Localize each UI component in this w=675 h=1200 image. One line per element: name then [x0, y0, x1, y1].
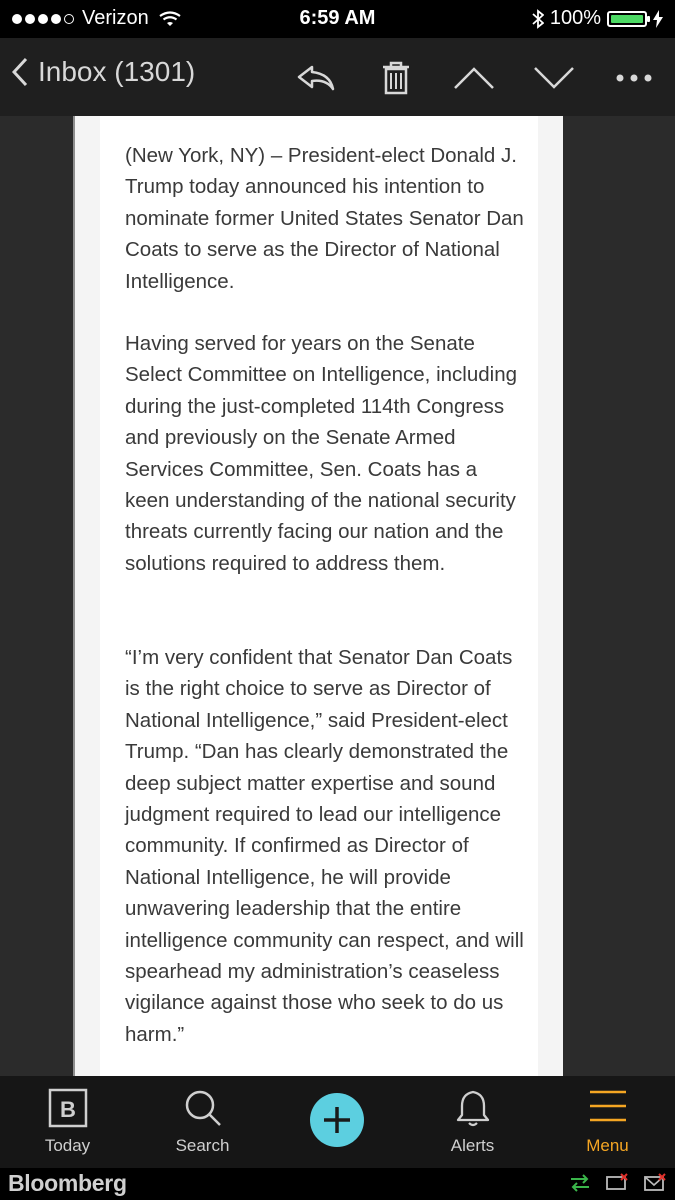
tab-label: Today: [44, 1136, 91, 1155]
more-icon: [616, 74, 652, 82]
tab-alerts[interactable]: [405, 1076, 540, 1168]
email-paragraph: (New York, NY) – President-elect Donald J. Trump today announced his intention to nominate former United States Senator Dan Coats to serve as the Director of National Intelligence.: [125, 144, 524, 293]
tab-label: Menu: [586, 1136, 629, 1155]
back-chevron-icon: [12, 57, 28, 87]
tab-label: Search: [175, 1136, 230, 1155]
charging-bolt-icon: [653, 10, 663, 28]
bell-icon: [453, 1088, 493, 1128]
bloomberg-b-icon: [48, 1088, 88, 1128]
next-message-button[interactable]: [532, 56, 576, 100]
search-icon: [183, 1088, 223, 1128]
reply-icon: [296, 63, 336, 93]
previous-message-button[interactable]: [452, 56, 496, 100]
chevron-down-icon: [533, 66, 575, 90]
tab-search[interactable]: [135, 1076, 270, 1168]
svg-text:B: B: [59, 1097, 76, 1122]
sync-arrows-icon[interactable]: [569, 1174, 591, 1192]
email-paragraph: “I’m very confident that Senator Dan Coats is the right choice to serve as Director of National Intelligence,” said President-elect Trump. “Dan has clearly demonstrated the deep subject matter expertise and sound judgment required to lead our intelligence community. If confirmed as Director of National Intelligence, he will provide unwavering leadership that the entire intelligence community can respect, and will spearhead my administration’s ceaseless vigilance against those who seek to do us harm.”: [125, 646, 524, 1046]
battery-percent: 100%: [549, 7, 601, 29]
hamburger-icon: [588, 1088, 628, 1124]
left-gutter: [0, 116, 73, 1076]
reply-button[interactable]: [294, 56, 338, 100]
mail-alert-icon[interactable]: [643, 1173, 667, 1193]
footer-status-icons: [569, 1173, 667, 1193]
tab-today[interactable]: [0, 1076, 135, 1168]
more-options-button[interactable]: [612, 56, 656, 100]
trash-icon: [381, 61, 411, 95]
email-paragraph: Having served for years on the Senate Select Committee on Intelligence, including during the just-completed 114th Congress and previously on the Senate Armed Services Committee, Sen. Coats has a keen understanding of the national security threats currently facing our nation and the solutions required to address them.: [125, 332, 517, 575]
bloomberg-footer: [0, 1168, 675, 1200]
delete-button[interactable]: [374, 56, 418, 100]
status-bar: [0, 0, 675, 38]
compose-button[interactable]: [310, 1093, 364, 1147]
chevron-up-icon: [453, 66, 495, 90]
clock: 6:59 AM: [299, 7, 376, 29]
carrier-name: Verizon: [82, 7, 149, 29]
back-to-inbox-button[interactable]: [12, 56, 195, 88]
battery-icon: [607, 11, 647, 27]
email-toolbar: [0, 38, 675, 116]
back-label: Inbox (1301): [38, 56, 196, 87]
plus-icon: [322, 1105, 352, 1135]
status-right-group: [532, 7, 663, 30]
message-alert-icon[interactable]: [605, 1173, 629, 1193]
bluetooth-icon: [532, 9, 544, 29]
email-body-scroll-area[interactable]: [75, 116, 563, 1076]
right-gutter: [563, 116, 675, 1076]
tab-menu[interactable]: [540, 1076, 675, 1168]
tab-label: Alerts: [450, 1136, 495, 1155]
bloomberg-logo: Bloomberg: [8, 1170, 127, 1196]
